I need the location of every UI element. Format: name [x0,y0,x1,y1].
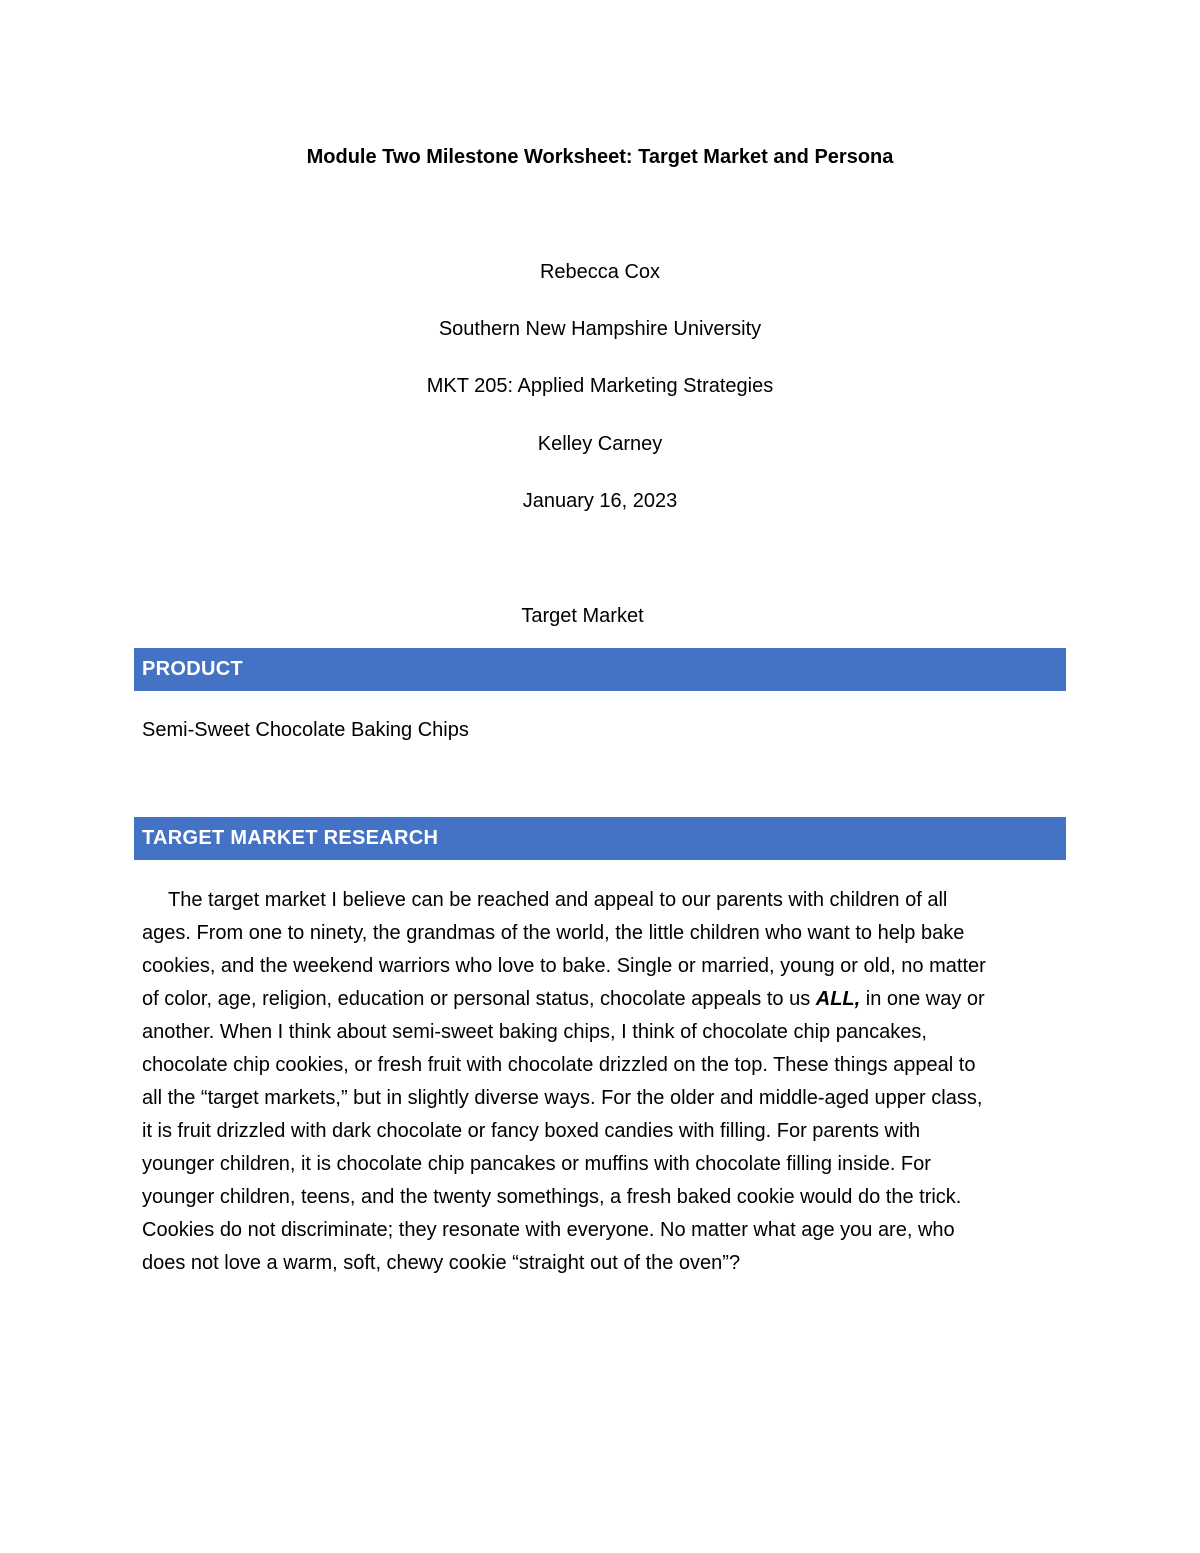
paragraph-line: another. When I think about semi-sweet baking chips, I think of chocolate chip pancakes, [142,1021,927,1043]
paragraph-line: younger children, teens, and the twenty somethings, a fresh baked cookie would do the trick. [142,1186,962,1208]
paragraph-line: it is fruit drizzled with dark chocolate or fancy boxed candies with filling. For parents with [142,1120,921,1142]
paragraph-line: chocolate chip cookies, or fresh fruit with chocolate drizzled on the top. These things appeal to [142,1054,976,1076]
instructor-name: Kelley Carney [537,433,663,455]
paragraph-line: The target market I believe can be reached and appeal to our parents with children of all [168,889,948,911]
paragraph-line: does not love a warm, soft, chewy cookie “straight out of the oven”? [142,1252,741,1274]
course-name: MKT 205: Applied Marketing Strategies [426,375,774,397]
emphasis-all: ALL, [815,988,861,1010]
research-paragraph [142,884,1064,1280]
section-heading: Target Market [521,605,644,627]
product-name: Semi-Sweet Chocolate Baking Chips [142,719,469,741]
author-name: Rebecca Cox [539,261,661,283]
institution-name: Southern New Hampshire University [438,318,762,340]
paragraph-line: younger children, it is chocolate chip pancakes or muffins with chocolate filling inside. For [142,1153,931,1175]
paragraph-line: ages. From one to ninety, the grandmas of the world, the little children who want to help bake [142,922,965,944]
research-header-bar: TARGET MARKET RESEARCH [134,817,1066,860]
paragraph-line: of color, age, religion, education or personal status, chocolate appeals to us ALL, in one way or [142,988,985,1010]
paragraph-line: cookies, and the weekend warriors who love to bake. Single or married, young or old, no matter [142,955,986,977]
paragraph-line: Cookies do not discriminate; they resonate with everyone. No matter what age you are, who [142,1219,955,1241]
document-title: Module Two Milestone Worksheet: Target Market and Persona [306,146,894,168]
document-date: January 16, 2023 [522,490,678,512]
product-header-bar: PRODUCT [134,648,1066,691]
paragraph-line: all the “target markets,” but in slightly diverse ways. For the older and middle-aged upper class, [142,1087,983,1109]
